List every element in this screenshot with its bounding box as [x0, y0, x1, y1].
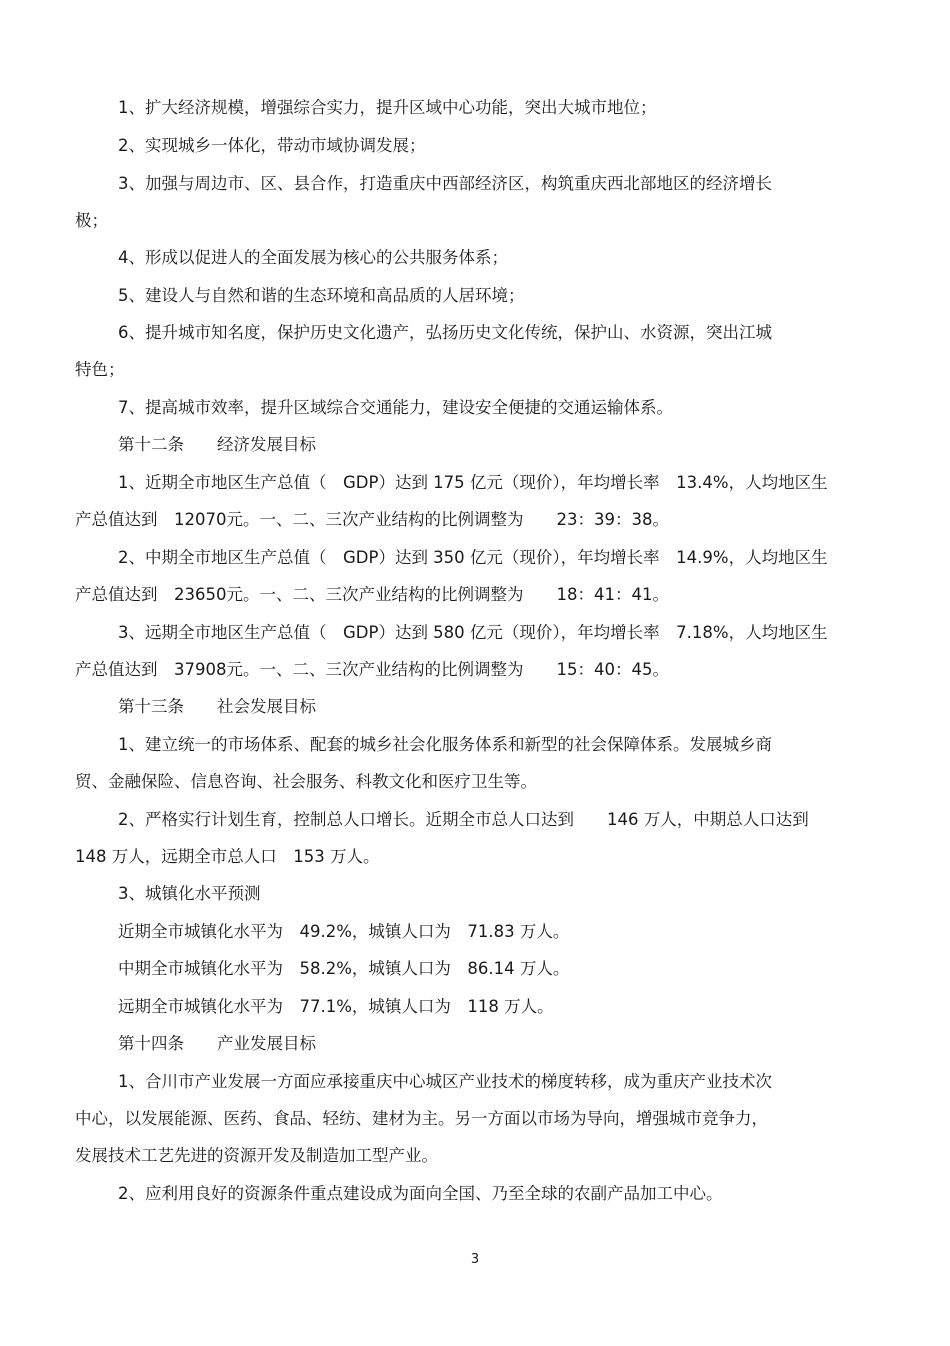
text-line: 1、合川市产业发展一方面应承接重庆中心城区产业技术的梯度转移，成为重庆产业技术次 [118, 1072, 772, 1091]
text-line: 6、提升城市知名度，保护历史文化遗产，弘扬历史文化传统，保护山、水资源，突出江城 [118, 323, 772, 342]
text-line: 3、加强与周边市、区、县合作，打造重庆中西部经济区，构筑重庆西北部地区的经济增长 [118, 174, 772, 193]
section-heading: 第十四条 产业发展目标 [118, 1034, 316, 1053]
text-line: 7、提高城市效率，提升区域综合交通能力，建设安全便捷的交通运输体系。 [118, 398, 673, 417]
text-line: 中期全市城镇化水平为 58.2%，城镇人口为 86.14 万人。 [118, 959, 570, 978]
text-line: 发展技术工艺先进的资源开发及制造加工型产业。 [75, 1146, 438, 1165]
text-line: 中心，以发展能源、医药、食品、轻纺、建材为主。另一方面以市场为导向，增强城市竞争力， [75, 1109, 768, 1128]
text-line: 1、建立统一的市场体系、配套的城乡社会化服务体系和新型的社会保障体系。发展城乡商 [118, 735, 772, 754]
text-line: 2、应利用良好的资源条件重点建设成为面向全国、乃至全球的农副产品加工中心。 [118, 1184, 723, 1203]
text-line: 3、远期全市地区生产总值（ GDP）达到 580 亿元（现价），年均增长率 7.18%，人均地区生 [118, 623, 828, 642]
text-line: 特色； [75, 360, 125, 379]
text-line: 2、严格实行计划生育，控制总人口增长。近期全市总人口达到 146 万人，中期总人口达到 [118, 810, 809, 829]
text-line: 极； [75, 211, 108, 230]
text-line: 产总值达到 37908元。一、二、三次产业结构的比例调整为 15：40：45。 [75, 660, 669, 679]
section-heading: 第十三条 社会发展目标 [118, 697, 316, 716]
text-line: 5、建设人与自然和谐的生态环境和高品质的人居环境； [118, 286, 525, 305]
text-line: 产总值达到 23650元。一、二、三次产业结构的比例调整为 18：41：41。 [75, 585, 669, 604]
text-line: 4、形成以促进人的全面发展为核心的公共服务体系； [118, 248, 508, 267]
text-line: 1、近期全市地区生产总值（ GDP）达到 175 亿元（现价），年均增长率 13.4%，人均地区生 [118, 473, 828, 492]
text-line: 远期全市城镇化水平为 77.1%，城镇人口为 118 万人。 [118, 997, 554, 1016]
page-number: 3 [470, 1252, 480, 1267]
text-line: 148 万人，远期全市总人口 153 万人。 [75, 847, 380, 866]
text-line: 贸、金融保险、信息咨询、社会服务、科教文化和医疗卫生等。 [75, 772, 537, 791]
text-line: 近期全市城镇化水平为 49.2%，城镇人口为 71.83 万人。 [118, 922, 570, 941]
text-line: 2、实现城乡一体化，带动市域协调发展； [118, 136, 426, 155]
text-line: 1、扩大经济规模，增强综合实力，提升区域中心功能，突出大城市地位； [118, 98, 657, 117]
text-line: 产总值达到 12070元。一、二、三次产业结构的比例调整为 23：39：38。 [75, 510, 669, 529]
text-line: 3、城镇化水平预测 [118, 884, 261, 903]
section-heading: 第十二条 经济发展目标 [118, 435, 316, 454]
text-line: 2、中期全市地区生产总值（ GDP）达到 350 亿元（现价），年均增长率 14.9%，人均地区生 [118, 548, 828, 567]
